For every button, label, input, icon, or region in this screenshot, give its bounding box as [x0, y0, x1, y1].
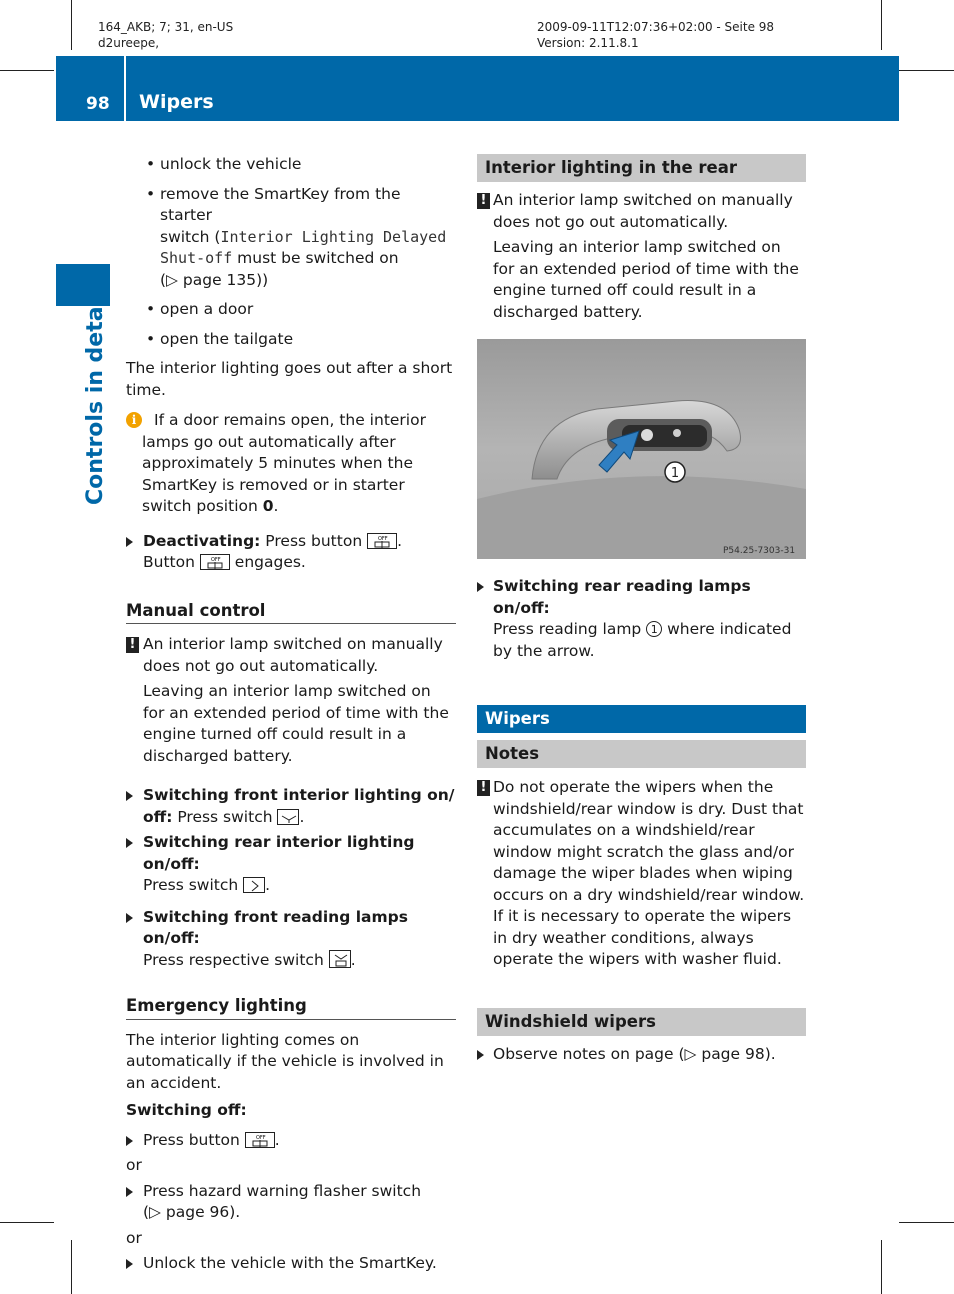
page-number: 98: [86, 94, 110, 114]
step-arrow-icon: [477, 1050, 484, 1060]
callout-marker: 1: [646, 621, 662, 637]
list-item-text: switch (: [160, 227, 221, 246]
crop-mark: [899, 70, 954, 71]
list-item: • open a door: [146, 300, 254, 318]
section-heading-manual-control: Manual control: [126, 600, 456, 625]
page-reference: (▷ page 135)): [160, 270, 269, 289]
step-arrow-icon: [126, 1136, 133, 1146]
meta-line: Version: 2.11.8.1: [537, 36, 639, 50]
list-item: • remove the SmartKey from the starter switch (Interior Lighting Delayed Shut-off must be switched on (▷ page 135)): [146, 184, 447, 289]
meta-line: 164_AKB; 7; 31, en-US: [98, 20, 234, 34]
section-heading-notes: Notes: [477, 740, 806, 768]
page-header: [56, 56, 899, 121]
crop-mark: [0, 1222, 54, 1223]
reading-lamp-photo: [477, 339, 806, 559]
meta-line: d2ureepe,: [98, 36, 160, 50]
warning-text: Leaving an interior lamp switched on for an extended period of time with the engine turned off could result in a discharged battery.: [143, 682, 449, 765]
right-column: [477, 154, 806, 323]
step-label: Switching rear reading lamps on/off:: [493, 577, 751, 617]
or-separator: or: [126, 1228, 142, 1247]
step-arrow-icon: [477, 582, 484, 592]
warning-icon: !: [126, 637, 139, 653]
print-meta-left: [98, 19, 233, 51]
list-item-text: remove the SmartKey from the starter: [160, 184, 401, 224]
crop-mark: [899, 1222, 954, 1223]
sub-heading: Switching off:: [126, 1101, 247, 1119]
section-heading-windshield-wipers: Windshield wipers: [477, 1008, 806, 1036]
warning-text: An interior lamp switched on manually does not go out automatically.: [143, 635, 443, 675]
step-label: Switching front reading lamps on/off:: [143, 907, 408, 947]
step-text: Press respective switch: [143, 950, 329, 969]
instruction-step: Switching front reading lamps on/off: Press respective switch .: [126, 907, 456, 972]
paragraph: The interior lighting comes on automatically if the vehicle is involved in an accident.: [126, 1030, 444, 1092]
page-reference: (▷ page 96).: [143, 1203, 241, 1221]
section-heading-emergency-lighting: Emergency lighting: [126, 995, 456, 1020]
info-note-bold: 0: [262, 497, 274, 515]
warning-note: [477, 190, 806, 323]
crop-mark: [0, 70, 54, 71]
crop-mark: [881, 0, 882, 50]
step-arrow-icon: [126, 1259, 133, 1269]
instruction-step: Press button OFF .: [126, 1130, 456, 1152]
front-lamp-switch-icon: [277, 809, 299, 825]
instruction-step: Deactivating: Press button OFF . Button OFF engages.: [126, 531, 456, 574]
step-arrow-icon: [126, 838, 133, 848]
step-text: Press reading lamp: [493, 620, 647, 638]
step-label: Switching rear interior lighting on/off:: [143, 833, 415, 873]
instruction-step: [477, 576, 806, 662]
off-button-icon: [200, 554, 230, 570]
step-text: Press switch: [143, 876, 244, 894]
header-divider: [124, 56, 126, 121]
warning-text: Do not operate the wipers when the windshield/rear window is dry. Dust that accumulates on a windshield/rear window might scratch the glass and/or damage the wiper blades when wiping occurs on a dry windshield/rear window. If it is necessary to operate the wipers in dry weather conditions, always operate the wipers with washer fluid.: [493, 778, 805, 968]
crop-mark: [881, 1240, 882, 1294]
section-heading-interior-lighting-rear: Interior lighting in the rear: [477, 154, 806, 182]
step-text: Press button: [260, 531, 368, 550]
warning-icon: !: [477, 780, 490, 796]
crop-mark: [71, 1240, 72, 1294]
svg-text:OFF: OFF: [255, 1134, 266, 1141]
print-meta-right: [537, 19, 774, 51]
warning-text: An interior lamp switched on manually does not go out automatically.: [493, 191, 793, 231]
list-item: • open the tailgate: [146, 329, 294, 348]
paragraph: The interior lighting goes out after a short time.: [126, 359, 453, 399]
left-column: [126, 154, 456, 1275]
step-text: Press hazard warning flasher switch: [143, 1181, 422, 1200]
info-note: [126, 410, 456, 518]
page-title: Wipers: [139, 91, 214, 113]
off-button-icon: [245, 1132, 275, 1148]
step-text: Press button: [143, 1130, 245, 1149]
list-item-text: open the tailgate: [160, 329, 294, 348]
info-note-text: .: [273, 497, 279, 515]
warning-note: [477, 777, 806, 971]
step-text: engages.: [229, 553, 306, 571]
svg-text:OFF: OFF: [210, 557, 221, 563]
step-text: Press switch: [172, 807, 278, 826]
photo-callout: 1: [670, 466, 680, 481]
step-text: where indicated by the arrow.: [493, 620, 792, 660]
list-item: • unlock the vehicle: [146, 155, 302, 173]
display-message-text: Interior Lighting Delayed: [220, 227, 447, 246]
info-note-text: If a door remains open, the interior lamps go out automatically after approximately 5 minutes when the SmartKey is removed or in starter switch position: [142, 411, 426, 515]
list-item-text: open a door: [160, 300, 254, 318]
instruction-step: [126, 1253, 456, 1275]
step-text: Observe notes on page (▷ page 98).: [493, 1044, 776, 1063]
step-label: Switching front interior lighting on/ off:: [143, 786, 455, 826]
warning-text: Leaving an interior lamp switched on for an extended period of time with the engine turned off could result in a discharged battery.: [493, 238, 799, 321]
info-icon: i: [126, 412, 142, 428]
list-item-text: unlock the vehicle: [160, 155, 302, 173]
or-separator: or: [126, 1156, 142, 1174]
instruction-step: Switching rear interior lighting on/off: Press switch .: [126, 832, 456, 897]
warning-icon: !: [477, 193, 490, 209]
list-item-text: must be switched on: [232, 249, 399, 267]
right-column-lower: [477, 576, 806, 1065]
instruction-step: [126, 1181, 456, 1224]
display-message-text: Shut-off: [160, 249, 233, 267]
step-label: Deactivating:: [143, 531, 261, 550]
warning-note: [126, 634, 456, 767]
off-button-icon: [367, 533, 397, 549]
step-arrow-icon: [126, 791, 133, 801]
rear-lamp-switch-icon: [243, 877, 265, 893]
step-text: Button: [143, 553, 200, 571]
instruction-step: Switching front interior lighting on/ off: Press switch .: [126, 785, 456, 828]
meta-line: 2009-09-11T12:07:36+02:00 - Seite 98: [537, 20, 775, 34]
crop-mark: [71, 0, 72, 50]
svg-text:OFF: OFF: [378, 535, 388, 542]
step-arrow-icon: [126, 1187, 133, 1197]
step-arrow-icon: [126, 537, 133, 547]
step-text: Unlock the vehicle with the SmartKey.: [143, 1254, 437, 1272]
side-tab-label: Controls in detail: [83, 291, 108, 505]
reading-lamp-switch-icon: [329, 950, 351, 968]
photo-code: P54.25-7303-31: [723, 546, 796, 556]
instruction-step: [477, 1044, 806, 1066]
step-arrow-icon: [126, 913, 133, 923]
section-heading-wipers: Wipers: [477, 705, 806, 733]
